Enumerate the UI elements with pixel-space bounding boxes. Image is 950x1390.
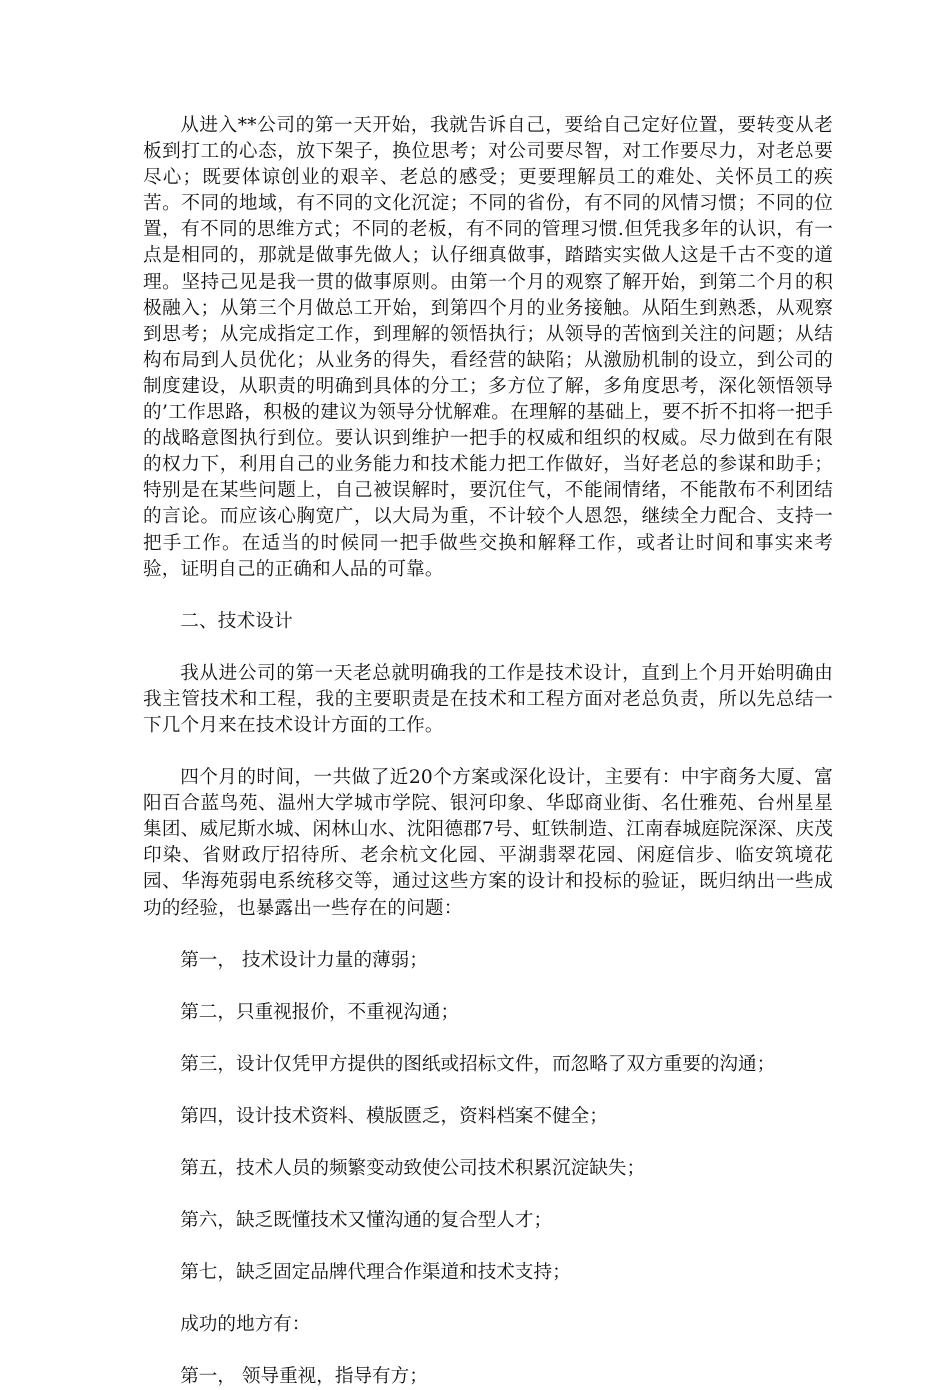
problem-item: 第六，缺乏既懂技术又懂沟通的复合型人才； — [180, 1210, 553, 1232]
paragraph-spacer — [143, 739, 833, 765]
success-heading: 成功的地方有： — [180, 1314, 311, 1336]
paragraph-spacer — [143, 1182, 833, 1208]
paragraph-spacer — [143, 583, 833, 609]
paragraph-spacer — [143, 974, 833, 1000]
paragraph-spacer — [143, 1026, 833, 1052]
paragraph-spacer — [143, 1234, 833, 1260]
paragraph-spacer — [143, 922, 833, 948]
problem-item: 第五，技术人员的频繁变动致使公司技术积累沉淀缺失； — [180, 1158, 646, 1179]
paragraph-spacer — [143, 635, 833, 661]
problem-item: 第二，只重视报价，不重视沟通； — [180, 1001, 460, 1023]
paragraph-spacer — [143, 1286, 833, 1312]
problem-item: 第三，设计仅凭甲方提供的图纸或招标文件，而忽略了双方重要的沟通； — [180, 1053, 776, 1075]
paragraph-spacer — [143, 1338, 833, 1364]
problem-item: 第一， 技术设计力量的薄弱； — [180, 949, 428, 971]
success-item: 第一， 领导重视，指导有方； — [180, 1366, 428, 1388]
document-page — [143, 113, 833, 1390]
body-paragraph: 我从进公司的第一天老总就明确我的工作是技术设计，直到上个月开始明确由我主管技术和工程，我的主要职责是在技术和工程方面对老总负责，所以先总结一下几个月来在技术设计方面的工作。 — [143, 662, 833, 736]
body-paragraph: 从进入**公司的第一天开始，我就告诉自己，要给自己定好位置，要转变从老板到打工的心态，放下架子，换位思考；对公司要尽智，对工作要尽力，对老总要尽心；既要体谅创业的艰辛、老总的感受；更要理解员工的难处、关怀员工的疾苦。不同的地域，有不同的文化沉淀；不同的省份，有不同的风情习惯；不同的位置，有不同的思维方式；不同的老板，有不同的管理习惯.但凭我多年的认识，有一点是相同的，那就是做事先做人；认仔细真做事，踏踏实实做人这是千古不变的道理。坚持己见是我一贯的做事原则。由第一个月的观察了解开始，到第二个月的积极融入；从第三个月做总工开始，到第四个月的业务接触。从陌生到熟悉，从观察到思考；从完成指定工作，到理解的领悟执行；从领导的苦恼到关注的问题；从结构布局到人员优化；从业务的得失，看经营的缺陷；从激励机制的设立，到公司的制度建设，从职责的明确到具体的分工；多方位了解，多角度思考，深化领悟领导的’工作思路，积极的建议为领导分忧解难。在理解的基础上，要不折不扣将一把手的战略意图执行到位。要认识到维护一把手的权威和组织的权威。尽力做到在有限的权力下，利用自己的业务能力和技术能力把工作做好，当好老总的参谋和助手；特别是在某些问题上，自己被误解时，要沉住气，不能闹情绪，不能散布不利团结的言论。而应该心胸宽广，以大局为重，不计较个人恩怨，继续全力配合、支持一把手工作。在适当的时候同一把手做些交换和解释工作，或者让时间和事实来考验，证明自己的正确和人品的可靠。 — [143, 115, 833, 580]
problem-item: 第四，设计技术资料、模版匮乏，资料档案不健全； — [180, 1105, 608, 1127]
body-paragraph: 四个月的时间，一共做了近20个方案或深化设计，主要有：中宇商务大厦、富阳百合蓝鸟苑、温州大学城市学院、银河印象、华邸商业街、名仕雅苑、台州星星集团、威尼斯水城、闲林山水、沈阳德郡7号、虹铁制造、江南春城庭院深深、庆茂印染、省财政厅招待所、老余杭文化园、平湖翡翠花园、闲庭信步、临安筑境花园、华海苑弱电系统移交等，通过这些方案的设计和投标的验证，既归纳出一些成功的经验，也暴露出一些存在的问题： — [143, 767, 833, 919]
problem-item: 第七，缺乏固定品牌代理合作渠道和技术支持； — [180, 1262, 571, 1284]
paragraph-spacer — [143, 1078, 833, 1104]
section-heading: 二、技术设计 — [180, 610, 293, 632]
paragraph-spacer — [143, 1130, 833, 1156]
